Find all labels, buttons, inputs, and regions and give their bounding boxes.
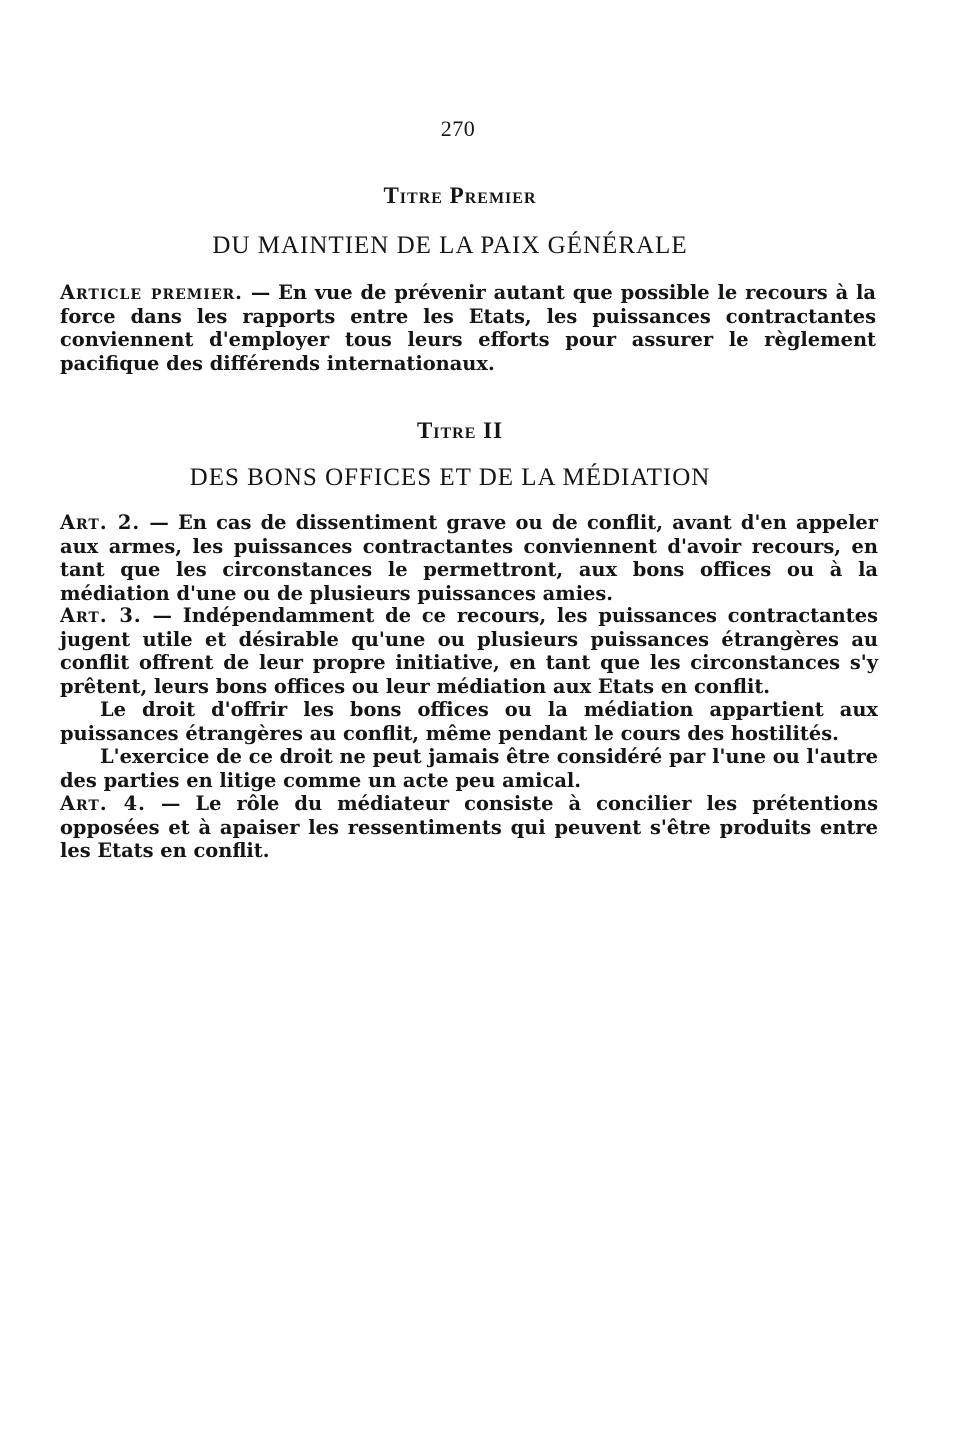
article-2-text: — En cas de dissentiment grave ou de conflit, avant d'en appeler aux armes, les puissances contractantes conviennent d'avoir recours, en tant que les circonstances le permettront, aux bons offices ou à la médiation d'une ou de plusieurs puissances amies.	[60, 511, 878, 605]
article-3-lead: Art. 3.	[60, 604, 142, 627]
article-4-lead: Art. 4.	[60, 792, 146, 815]
title-1-heading: DU MAINTIEN DE LA PAIX GÉNÉRALE	[212, 232, 688, 259]
article-1-lead: Article premier.	[60, 281, 243, 304]
article-1-paragraph	[60, 281, 876, 375]
article-1-text: — En vue de prévenir autant que possible le recours à la force dans les rapports entre les Etats, les puissances contractantes conviennent d'employer tous leurs efforts pour assurer le règlement pacifique des différends internationaux.	[60, 281, 876, 375]
article-4-paragraph	[60, 792, 878, 863]
article-4-text: — Le rôle du médiateur consiste à concilier les prétentions opposées et à apaiser les ressentiments qui peuvent s'être produits entre les Etats en conflit.	[60, 792, 878, 862]
article-3-text: — Indépendamment de ce recours, les puissances contractantes jugent utile et désirable qu'une ou plusieurs puissances étrangères au conflit offrent de leur propre initiative, en tant que les circonstances s'y prêtent, leurs bons offices ou leur médiation aux Etats en conflit.	[60, 604, 878, 698]
title-2-label: Titre II	[416, 418, 504, 443]
title-1-label: Titre Premier	[383, 183, 537, 208]
article-2-paragraph	[60, 511, 878, 605]
article-3-paragraph-3: L'exercice de ce droit ne peut jamais être considéré par l'une ou l'autre des parties en litige comme un acte peu amical.	[60, 745, 878, 792]
article-3-paragraph-2: Le droit d'offrir les bons offices ou la médiation appartient aux puissances étrangères au conflit, même pendant le cours des hostilités.	[60, 698, 878, 745]
article-2-lead: Art. 2.	[60, 511, 141, 534]
title-2-heading: DES BONS OFFICES ET DE LA MÉDIATION	[189, 464, 711, 491]
page-number: 270	[440, 116, 476, 141]
article-3-paragraph	[60, 604, 878, 698]
